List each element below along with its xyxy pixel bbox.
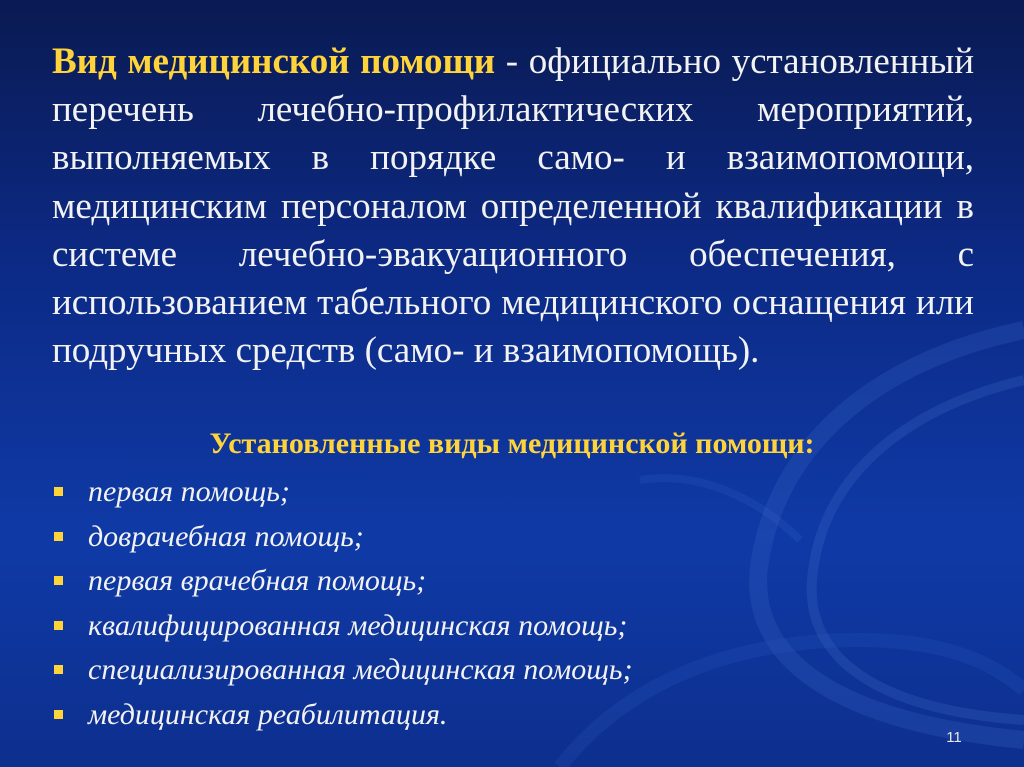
definition-body: - официально установленный перечень лечебно-профилактических мероприятий, выполняемых в порядке само- и взаимопомощи, медицинским персоналом определенной квалификации в системе лечебно-эвакуационного обеспечения, с использованием табельного медицинского оснащения или подручных средств (само- и взаимопомощь).: [52, 41, 975, 372]
list-item-text: первая врачебная помощь;: [88, 564, 427, 598]
square-bullet-icon: [54, 710, 63, 719]
list-item: [48, 472, 633, 517]
page-number: 11: [946, 729, 962, 746]
list-item: [48, 517, 633, 562]
list-item: [48, 695, 633, 740]
definition-paragraph: [52, 38, 974, 375]
square-bullet-icon: [54, 487, 63, 496]
list-heading: Установленные виды медицинской помощи:: [209, 427, 815, 460]
definition-term: Вид медицинской помощи: [52, 41, 496, 82]
list-item: [48, 606, 633, 651]
list-item: [48, 650, 633, 695]
square-bullet-icon: [54, 621, 63, 630]
list-item: [48, 561, 633, 606]
list-item-text: медицинская реабилитация.: [88, 697, 448, 731]
square-bullet-icon: [54, 532, 63, 541]
square-bullet-icon: [54, 665, 63, 674]
list-item-text: специализированная медицинская помощь;: [88, 653, 633, 687]
list-item-text: первая помощь;: [88, 475, 290, 508]
care-types-list: [48, 472, 633, 740]
square-bullet-icon: [54, 576, 63, 585]
list-item-text: доврачебная помощь;: [88, 519, 364, 553]
list-item-text: квалифицированная медицинская помощь;: [88, 608, 628, 642]
